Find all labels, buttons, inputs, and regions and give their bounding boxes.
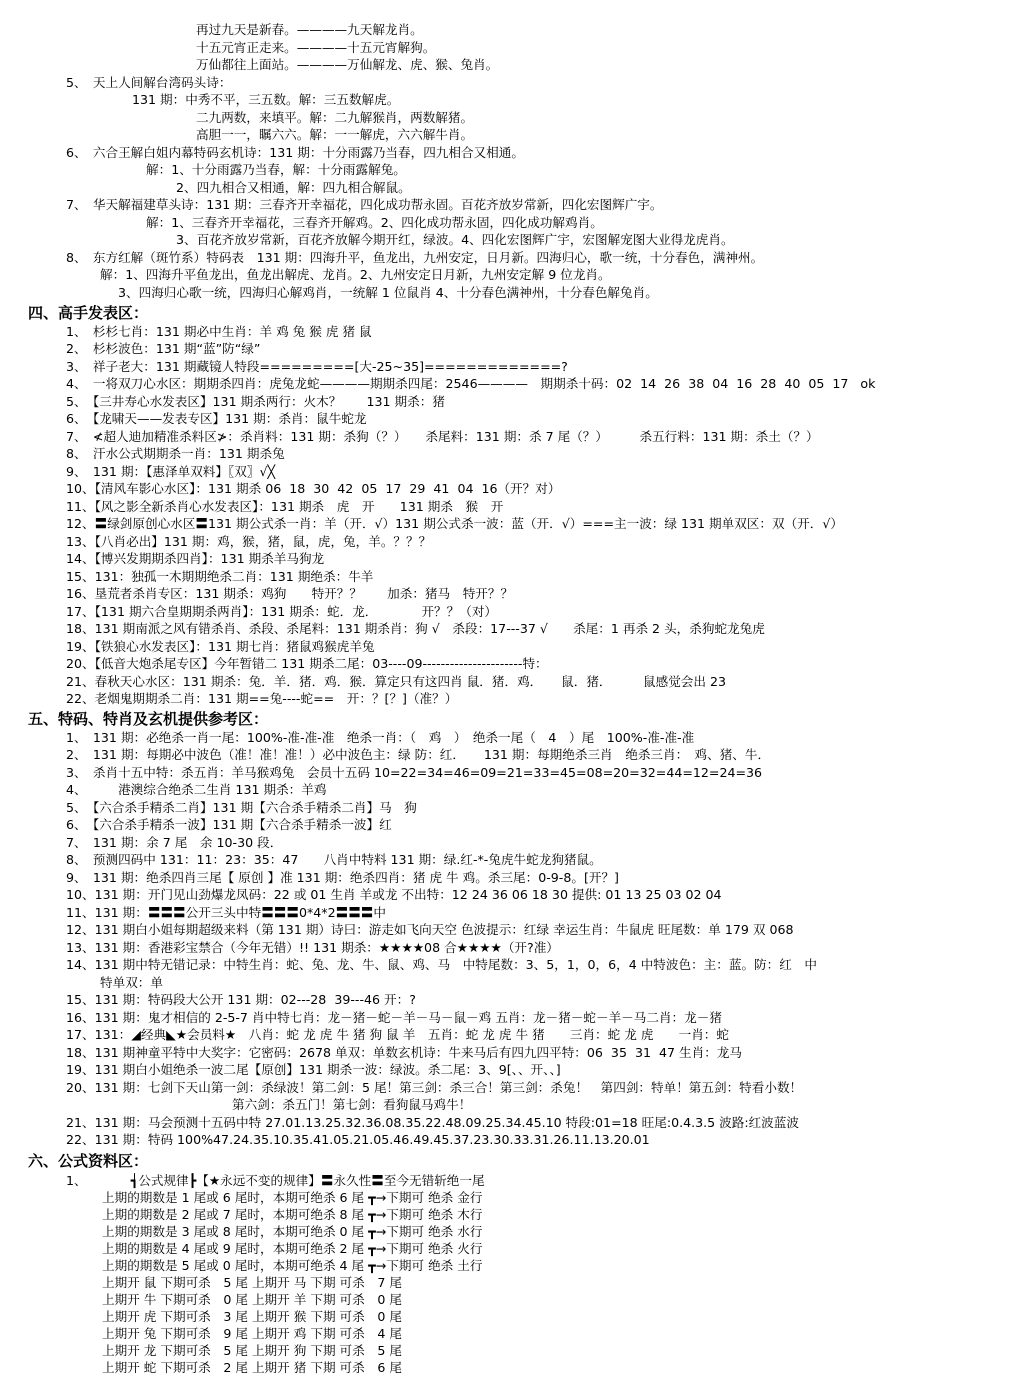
list-item: 12、〓绿剑原创心水区〓131 期公式杀一肖：羊（开．√）131 期公式杀一波：蓝（开．√）===主一波：绿 131 期单双区：双（开．√） — [66, 516, 843, 531]
list-item: 18、131 期南派之风有错杀肖、杀段、杀尾料：131 期杀肖：狗 √ 杀段：17---37 √ 杀尾：1 再杀 2 头，杀狗蛇龙兔虎 — [66, 621, 765, 636]
formula-line: 上期开 鼠 下期可杀 5 尾 上期开 马 下期 可杀 7 尾 — [102, 1275, 402, 1290]
sec3-line: 万仙都往上面站。————万仙解龙、虎、猴、兔肖。 — [196, 57, 499, 72]
sec3-line: 7、 华天解福建草头诗：131 期：三春齐开幸福花，四化成功帮永固。百花齐放岁常新，四化宏图辉广宇。 — [66, 197, 663, 212]
list-item: 13、131 期：香港彩宝禁合（今年无错）!! 131 期杀：★★★★08 合★★★★（开?准） — [66, 940, 559, 955]
list-item: 19、131 期白小姐绝杀一波二尾【原创】131 期杀一波：绿波。杀二尾：3、9[、、开、、] — [66, 1062, 561, 1077]
list-item: 20、【低音大炮杀尾专区】今年暂错二 131 期杀二尾：03----09----------------------特： — [66, 656, 548, 671]
list-item: 9、 131 期：【惠泽单双料】〖双〗√╳ — [66, 464, 276, 479]
list-item: 8、 汗水公式期期杀一肖：131 期杀兔 — [66, 446, 285, 461]
formula-line: 上期的期数是 4 尾或 9 尾时，本期可绝杀 2 尾 ┳→下期可 绝杀 火行 — [102, 1241, 483, 1256]
list-item: 14、131 期中特无错记录：中特生肖：蛇、兔、龙、牛、鼠、鸡、马 中特尾数：3、5，1，0，6，4 中特波色：主：蓝。防：红 中 — [66, 957, 818, 972]
list-item: 11、131 期：〓〓〓公开三头中特〓〓〓0*4*2〓〓〓中 — [66, 905, 386, 920]
list-item: 4、 一将双刀心水区：期期杀四肖：虎兔龙蛇————期期杀四尾：2546———— 期期杀十码：02 14 26 38 04 16 28 40 05 17 ok — [66, 376, 876, 391]
list-item: 特单双：单 — [100, 975, 163, 990]
list-item: 6、 【龙啸天——发表专区】131 期：杀肖：鼠牛蛇龙 — [66, 411, 367, 426]
sec3-line: 解：1、三春齐开幸福花，三春齐开解鸡。2、四化成功帮永固，四化成功解鸡肖。 — [146, 215, 603, 230]
sec3-line: 8、 东方红解（斑竹系）特码表 131 期：四海升平，鱼龙出，九州安定，日月新。四海归心，歌一统，十分春色，满神州。 — [66, 250, 764, 265]
sec3-line: 十五元宵正走来。————十五元宵解狗。 — [196, 40, 436, 55]
list-item: 10、【清风车影心水区】：131 期杀 06 18 30 42 05 17 29 41 04 16（开？对） — [66, 481, 561, 496]
list-item: 11、【风之影全新杀肖心水发表区】：131 期杀 虎 开 131 期杀 猴 开 — [66, 499, 504, 514]
list-item: 1、 杉杉七肖：131 期必中生肖：羊 鸡 兔 猴 虎 猪 鼠 — [66, 324, 372, 339]
list-item: 22、老烟鬼期期杀二肖：131 期==兔----蛇== 开：？[？]（准？） — [66, 691, 458, 706]
section-title-6: 六、公式资料区： — [28, 1152, 149, 1170]
list-item: 12、131 期白小姐每期超级来料（第 131 期）诗曰：游走如飞向天空 色波提示：红绿 幸运生肖：牛鼠虎 旺尾数：单 179 双 068 — [66, 922, 794, 937]
formula-line: 1、 ┪公式规律┣【★永远不变的规律】〓永久性〓至今无错斩绝一尾 — [66, 1173, 485, 1188]
list-item: 第六剑：杀五门！第七剑：看狗鼠马鸡牛！ — [232, 1097, 472, 1112]
formula-line: 上期的期数是 1 尾或 6 尾时，本期可绝杀 6 尾 ┳→下期可 绝杀 金行 — [102, 1190, 483, 1205]
list-item: 2、 杉杉波色：131 期“蓝”防“绿” — [66, 341, 261, 356]
list-item: 6、 【六合杀手精杀一波】131 期【六合杀手精杀一波】红 — [66, 817, 392, 832]
section-title-5: 五、特码、特肖及玄机提供参考区： — [28, 710, 269, 728]
section-title-4: 四、高手发表区： — [28, 304, 149, 322]
list-item: 21、131 期：马会预测十五码中特 27.01.13.25.32.36.08.35.22.48.09.25.34.45.10 特段:01=18 旺尾:0.4.3.5 波路:红波蓝波 — [66, 1115, 799, 1130]
list-item: 21、春秋天心水区：131 期杀：兔．羊．猪．鸡．猴．算定只有这四肖 鼠．猪．鸡． 鼠．猪． 鼠感觉会出 23 — [66, 674, 726, 689]
list-item: 2、 131 期：每期必中波色（准！准！准！）必中波色主：绿 防：红． 131 期：每期绝杀三肖 绝杀三肖： 鸡、猪、牛． — [66, 747, 771, 762]
sec3-line: 3、四海归心歌一统，四海归心解鸡肖，一统解 1 位鼠肖 4、十分春色满神州，十分春色解兔肖。 — [118, 285, 658, 300]
formula-line: 上期的期数是 3 尾或 8 尾时，本期可绝杀 0 尾 ┳→下期可 绝杀 水行 — [102, 1224, 483, 1239]
list-item: 5、 【六合杀手精杀二肖】131 期【六合杀手精杀二肖】马 狗 — [66, 800, 417, 815]
sec3-line: 6、 六合王解白姐内幕特码玄机诗：131 期：十分雨露乃当春，四九相合又相通。 — [66, 145, 524, 160]
list-item: 20、131 期：七剑下天山第一剑：杀绿波！第二剑：5 尾！第三剑：杀三合！第三剑：杀兔！ 第四剑：特单！第五剑：特看小数！ — [66, 1080, 803, 1095]
list-item: 18、131 期神童平特中大奖字：它密码：2678 单双：单数玄机诗：牛来马后有四九四平特：06 35 31 47 生肖：龙马 — [66, 1045, 742, 1060]
list-item: 3、 祥子老大：131 期藏镜人特段=========[大-25~35]=============? — [66, 359, 568, 374]
list-item: 17、【131 期六合皇期期杀两肖】：131 期杀：蛇．龙． 开？？（对） — [66, 604, 498, 619]
list-item: 14、【博兴发期期杀四肖】：131 期杀羊马狗龙 — [66, 551, 325, 566]
sec3-line: 131 期：中秀不平，三五数。解：三五数解虎。 — [132, 92, 400, 107]
list-item: 19、【铁狼心水发表区】：131 期七肖：猪鼠鸡猴虎羊兔 — [66, 639, 375, 654]
sec3-line: 5、 天上人间解台湾码头诗： — [66, 75, 232, 90]
list-item: 4、 港澳综合绝杀二生肖 131 期杀：羊鸡 — [66, 782, 327, 797]
sec3-line: 2、四九相合又相通，解：四九相合解鼠。 — [176, 180, 411, 195]
sec3-line: 解：1、十分雨露乃当春，解：十分雨露解兔。 — [146, 162, 406, 177]
sec3-line: 二九两数，来填平。解：二九解猴肖，两数解猪。 — [196, 110, 474, 125]
list-item: 15、131：独孤一木期期绝杀二肖：131 期绝杀：牛羊 — [66, 569, 374, 584]
list-item: 3、 杀肖十五中特：杀五肖：羊马猴鸡兔 会员十五码 10=22=34=46=09=21=33=45=08=20=32=44=12=24=36 — [66, 765, 763, 780]
list-item: 8、 预测四码中 131：11：23：35：47 八肖中特料 131 期：绿.红-*-兔虎牛蛇龙狗猪鼠。 — [66, 852, 602, 867]
sec3-line: 高胆一一，瞩六六。解：一一解虎，六六解牛肖。 — [196, 127, 474, 142]
list-item: 7、 131 期：余 7 尾 余 10-30 段． — [66, 835, 283, 850]
formula-line: 上期开 兔 下期可杀 9 尾 上期开 鸡 下期 可杀 4 尾 — [102, 1326, 402, 1341]
list-item: 7、 ≮超人迪加精准杀料区≯：杀肖料：131 期：杀狗（？） 杀尾料：131 期：杀 7 尾（？） 杀五行料：131 期：杀土（？） — [66, 429, 819, 444]
list-item: 17、131：◢经典◣★会员料★ 八肖：蛇 龙 虎 牛 猪 狗 鼠 羊 五肖：蛇 龙 虎 牛 猪 三肖：蛇 龙 虎 一肖：蛇 — [66, 1027, 729, 1042]
list-item: 10、131 期：开门见山劲爆龙凤码：22 或 01 生肖 羊或龙 不出特：12 24 36 06 18 30 提供: 01 13 25 03 02 04 — [66, 887, 722, 902]
sec3-line: 再过九天是新春。————九天解龙肖。 — [196, 22, 423, 37]
list-item: 16、垦荒者杀肖专区：131 期杀：鸡狗 特开？？ 加杀：猪马 特开？？ — [66, 586, 514, 601]
formula-line: 上期开 龙 下期可杀 5 尾 上期开 狗 下期 可杀 5 尾 — [102, 1343, 402, 1358]
formula-line: 上期的期数是 2 尾或 7 尾时，本期可绝杀 8 尾 ┳→下期可 绝杀 木行 — [102, 1207, 483, 1222]
formula-line: 上期的期数是 5 尾或 0 尾时，本期可绝杀 4 尾 ┳→下期可 绝杀 土行 — [102, 1258, 483, 1273]
list-item: 5、 【三井寿心水发表区】131 期杀两行：火木？ 131 期杀：猪 — [66, 394, 445, 409]
list-item: 13、【八肖必出】131 期：鸡，猴，猪，鼠，虎，兔，羊。？？？ — [66, 534, 432, 549]
list-item: 1、 131 期：必绝杀一肖一尾：100%-准-准-准 绝杀一肖：（ 鸡 ） 绝杀一尾（ 4 ）尾 100%-准-准-准 — [66, 730, 695, 745]
formula-line: 上期开 虎 下期可杀 3 尾 上期开 猴 下期 可杀 0 尾 — [102, 1309, 402, 1324]
list-item: 9、 131 期：绝杀四肖三尾【 原创 】准 131 期：绝杀四肖：猪 虎 牛 鸡。杀三尾：0-9-8。[开？] — [66, 870, 619, 885]
sec3-line: 3、百花齐放岁常新，百花齐放解今期开红，绿波。4、四化宏图辉广宇，宏图解宠图大业得龙虎肖。 — [176, 232, 734, 247]
list-item: 22、131 期：特码 100%47.24.35.10.35.41.05.21.05.46.49.45.37.23.30.33.31.26.11.13.20.01 — [66, 1132, 650, 1147]
list-item: 15、131 期：特码段大公开 131 期：02---28 39---46 开：? — [66, 992, 416, 1007]
list-item: 16、131 期：鬼才相信的 2-5-7 肖中特七肖：龙－猪－蛇－羊－马－鼠－鸡 五肖：龙－猪－蛇－羊－马二肖：龙－猪 — [66, 1010, 722, 1025]
sec3-line: 解：1、四海升平鱼龙出，鱼龙出解虎、龙肖。2、九州安定日月新，九州安定解 9 位龙肖。 — [100, 267, 611, 282]
formula-line: 上期开 牛 下期可杀 0 尾 上期开 羊 下期 可杀 0 尾 — [102, 1292, 402, 1307]
formula-line: 上期开 蛇 下期可杀 2 尾 上期开 猪 下期 可杀 6 尾 — [102, 1360, 402, 1375]
